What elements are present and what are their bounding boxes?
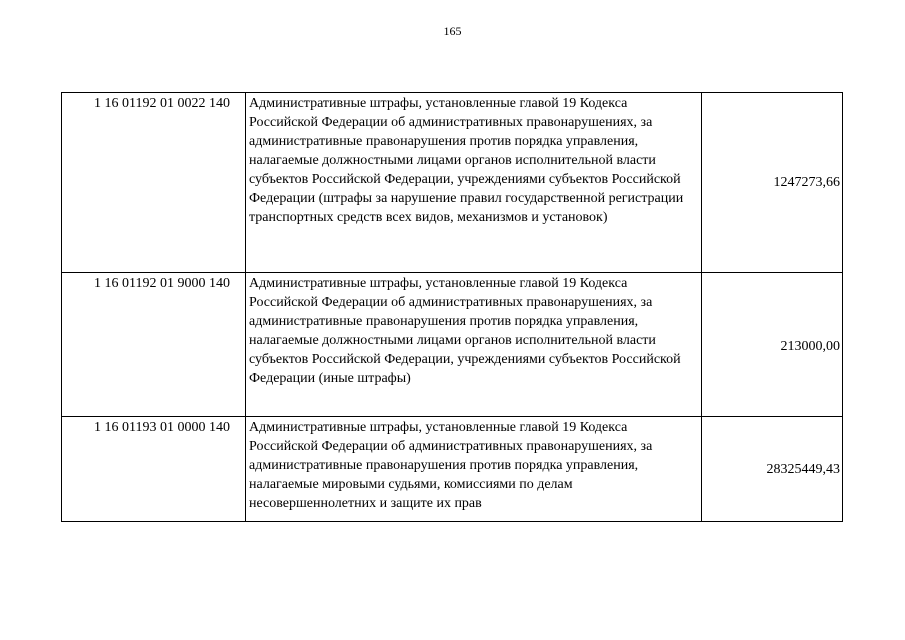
- revenue-amount: 28325449,43: [702, 417, 843, 522]
- revenue-description: Административные штрафы, установленные главой 19 Кодекса Российской Федерации об административных правонарушениях, за административные правонарушения против порядка управления, налагаемые должностными лицами органов исполнительной власти субъектов Российской Федерации, учреждениями субъектов Российской Федерации (штрафы за нарушение правил государственной регистрации транспортных средств всех видов, механизмов и установок): [246, 93, 702, 273]
- revenue-amount: 1247273,66: [702, 93, 843, 273]
- budget-classification-code: 1 16 01192 01 0022 140: [62, 93, 246, 273]
- revenue-description: Административные штрафы, установленные главой 19 Кодекса Российской Федерации об административных правонарушениях, за административные правонарушения против порядка управления, налагаемые должностными лицами органов исполнительной власти субъектов Российской Федерации, учреждениями субъектов Российской Федерации (иные штрафы): [246, 273, 702, 417]
- revenue-description: Административные штрафы, установленные главой 19 Кодекса Российской Федерации об административных правонарушениях, за административные правонарушения против порядка управления, налагаемые мировыми судьями, комиссиями по делам несовершеннолетних и защите их прав: [246, 417, 702, 522]
- table-row: [62, 273, 843, 417]
- table-row: [62, 417, 843, 522]
- revenue-amount: 213000,00: [702, 273, 843, 417]
- budget-revenue-table: [61, 92, 843, 522]
- table-row: [62, 93, 843, 273]
- page-number: 165: [443, 24, 462, 38]
- budget-classification-code: 1 16 01193 01 0000 140: [62, 417, 246, 522]
- budget-classification-code: 1 16 01192 01 9000 140: [62, 273, 246, 417]
